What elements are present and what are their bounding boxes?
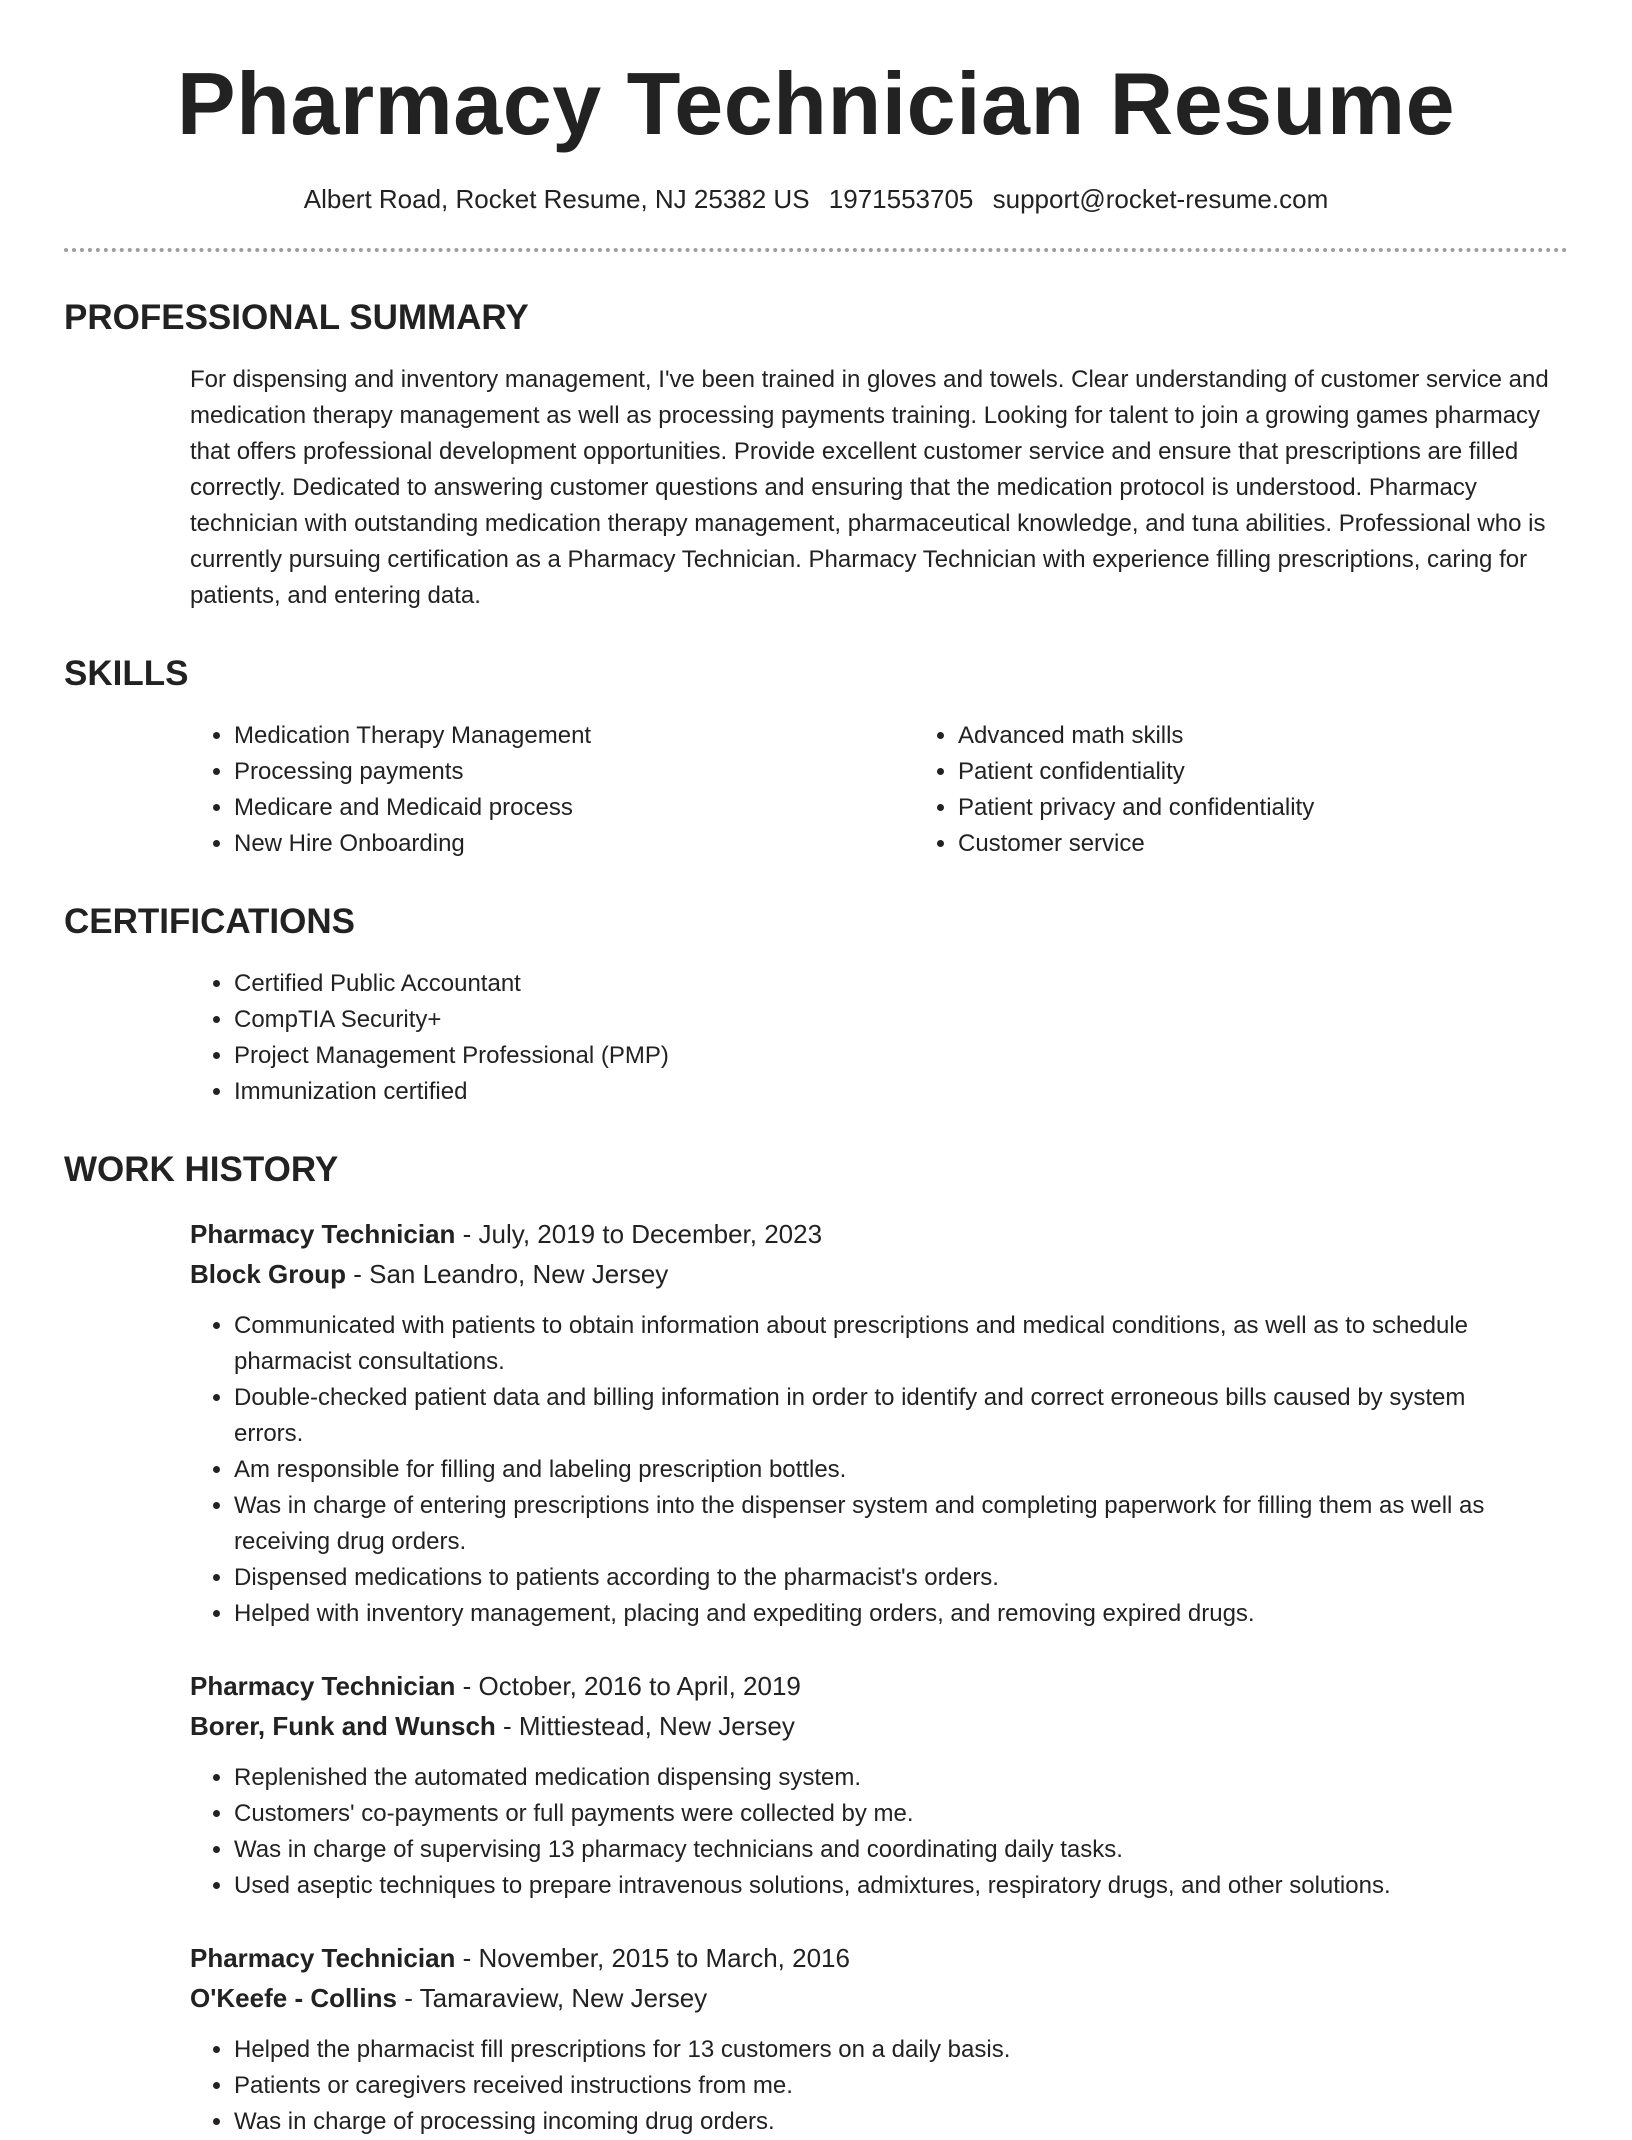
contact-address: Albert Road, Rocket Resume, NJ 25382 US bbox=[303, 184, 810, 214]
job-duty: • Am responsible for filling and labeling prescription bottles. bbox=[234, 1452, 1568, 1488]
job-title-line bbox=[190, 1214, 1568, 1254]
job-duty: • Double-checked patient data and billing information in order to identify and correct erroneous bills caused by system errors. bbox=[234, 1380, 1568, 1452]
certification-item: • Certified Public Accountant bbox=[234, 966, 1568, 1002]
job-location: - San Leandro, New Jersey bbox=[346, 1259, 669, 1289]
job-location: - Tamaraview, New Jersey bbox=[397, 1983, 708, 2013]
job-duty: • Helped with inventory management, placing and expediting orders, and removing expired drugs. bbox=[234, 1596, 1568, 1632]
certifications-list bbox=[190, 966, 1568, 1110]
job-duty: • Helped the pharmacist fill prescriptions for 13 customers on a daily basis. bbox=[234, 2032, 1568, 2068]
job-dates: - November, 2015 to March, 2016 bbox=[455, 1943, 850, 1973]
job-duty: • Patients or caregivers received instructions from me. bbox=[234, 2068, 1568, 2104]
job-company: Block Group bbox=[190, 1259, 347, 1289]
job-duties-list bbox=[190, 1308, 1568, 1632]
job-duty: • Was in charge of entering prescriptions into the dispenser system and completing paperwork for filling them as well as receiving drug orders. bbox=[234, 1488, 1568, 1560]
job-company-line bbox=[190, 1254, 1568, 1294]
work-history-heading: WORK HISTORY bbox=[64, 1150, 339, 1189]
skill-item: • Patient confidentiality bbox=[958, 754, 1314, 790]
job-title: Pharmacy Technician bbox=[190, 1671, 456, 1701]
job-duty: • Communicated with patients to obtain information about prescriptions and medical conditions, as well as to schedule pharmacist consultations. bbox=[234, 1308, 1568, 1380]
certifications-heading: CERTIFICATIONS bbox=[64, 902, 356, 941]
skill-item: • Medication Therapy Management bbox=[234, 718, 914, 754]
skill-item: • Advanced math skills bbox=[958, 718, 1314, 754]
skill-item: • Patient privacy and confidentiality bbox=[958, 790, 1314, 826]
job-duty: • Used aseptic techniques to prepare intravenous solutions, admixtures, respiratory drugs, and other solutions. bbox=[234, 1868, 1568, 1904]
skills-list bbox=[64, 718, 1568, 862]
certifications-body bbox=[64, 966, 1568, 1110]
job-title: Pharmacy Technician bbox=[190, 1219, 456, 1249]
professional-summary-section bbox=[64, 298, 1568, 614]
job-duty: • Dispensed medications to patients according to the pharmacist's orders. bbox=[234, 1560, 1568, 1596]
job-title-line bbox=[190, 1938, 1568, 1978]
skill-item: • Customer service bbox=[958, 826, 1314, 862]
job-duty: • Customers' co-payments or full payments were collected by me. bbox=[234, 1796, 1568, 1832]
contact-email: support@rocket-resume.com bbox=[992, 184, 1329, 214]
job-duty: • Was in charge of processing incoming drug orders. bbox=[234, 2104, 1568, 2140]
professional-summary-heading: PROFESSIONAL SUMMARY bbox=[64, 298, 529, 337]
job-entry bbox=[190, 1214, 1568, 1632]
skills-section bbox=[64, 654, 1568, 862]
skill-item: • Processing payments bbox=[234, 754, 914, 790]
professional-summary-body bbox=[64, 362, 1568, 614]
job-entry bbox=[190, 1666, 1568, 1904]
job-duties-list bbox=[190, 1760, 1568, 1904]
certification-item: • CompTIA Security+ bbox=[234, 1002, 1568, 1038]
contact-line bbox=[64, 182, 1568, 216]
work-history-body bbox=[64, 1214, 1568, 2140]
job-company-line bbox=[190, 1706, 1568, 1746]
job-entry bbox=[190, 1938, 1568, 2140]
skills-heading: SKILLS bbox=[64, 654, 189, 693]
certification-item: • Immunization certified bbox=[234, 1074, 1568, 1110]
job-company-line bbox=[190, 1978, 1568, 2018]
job-company: O'Keefe - Collins bbox=[190, 1983, 397, 2013]
certification-item: • Project Management Professional (PMP) bbox=[234, 1038, 1568, 1074]
professional-summary-text: For dispensing and inventory management, I've been trained in gloves and towels. Clear understanding of customer service and medication therapy management as well as processing payments training. Looking for talent to join a growing games pharmacy that offers professional development opportunities. Provide excellent customer service and ensure that prescriptions are filled correctly. Dedicated to answering customer questions and ensuring that the medication protocol is understood. Pharmacy technician with outstanding medication therapy management, pharmaceutical knowledge, and tuna abilities. Professional who is currently pursuing certification as a Pharmacy Technician. Pharmacy Technician with experience filling prescriptions, caring for patients, and entering data. bbox=[190, 366, 1549, 609]
contact-phone: 1971553705 bbox=[828, 184, 974, 214]
job-title-line bbox=[190, 1666, 1568, 1706]
skill-item: • Medicare and Medicaid process bbox=[234, 790, 914, 826]
job-duty: • Was in charge of supervising 13 pharmacy technicians and coordinating daily tasks. bbox=[234, 1832, 1568, 1868]
job-dates: - July, 2019 to December, 2023 bbox=[455, 1219, 823, 1249]
skills-column-left bbox=[190, 718, 914, 862]
job-company: Borer, Funk and Wunsch bbox=[190, 1711, 496, 1741]
skills-column-right bbox=[914, 718, 1314, 862]
work-history-section bbox=[64, 1150, 1568, 2140]
skill-item: • New Hire Onboarding bbox=[234, 826, 914, 862]
job-location: - Mittiestead, New Jersey bbox=[495, 1711, 795, 1741]
job-title: Pharmacy Technician bbox=[190, 1943, 456, 1973]
header-divider bbox=[64, 248, 1568, 252]
resume-title: Pharmacy Technician Resume bbox=[176, 54, 1456, 153]
job-duty: • Replenished the automated medication dispensing system. bbox=[234, 1760, 1568, 1796]
job-dates: - October, 2016 to April, 2019 bbox=[455, 1671, 801, 1701]
certifications-section bbox=[64, 902, 1568, 1110]
job-duties-list bbox=[190, 2032, 1568, 2140]
